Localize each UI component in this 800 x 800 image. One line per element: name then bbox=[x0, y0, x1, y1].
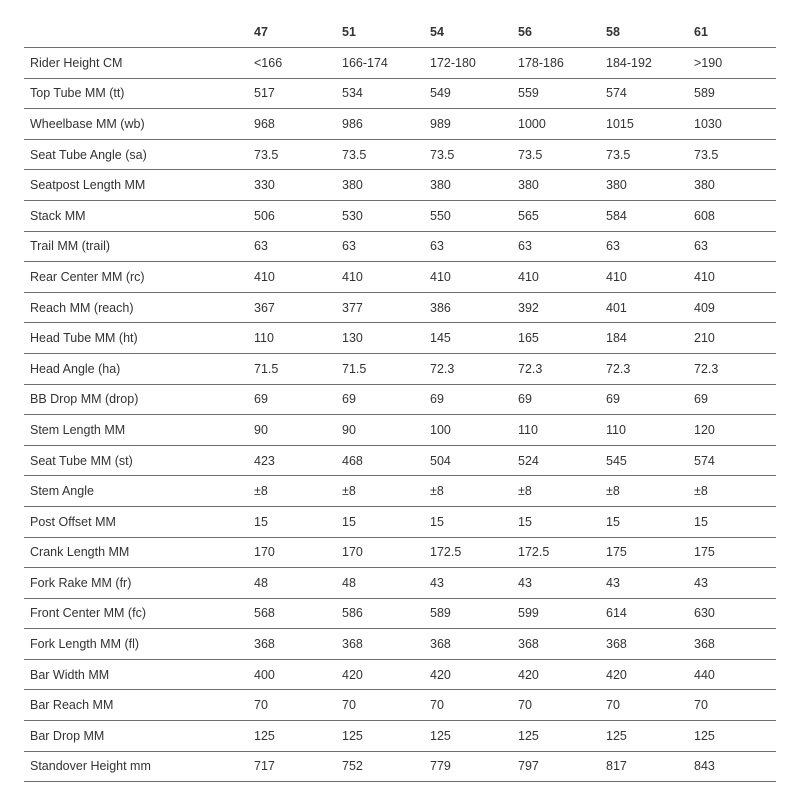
value-cell: 90 bbox=[336, 415, 424, 446]
value-cell: 43 bbox=[424, 568, 512, 599]
value-cell: 48 bbox=[336, 568, 424, 599]
row-label: Fork Rake MM (fr) bbox=[24, 568, 248, 599]
value-cell: 550 bbox=[424, 200, 512, 231]
value-cell: 69 bbox=[512, 384, 600, 415]
row-label: Trail MM (trail) bbox=[24, 231, 248, 262]
row-label: Wheelbase MM (wb) bbox=[24, 109, 248, 140]
value-cell: 534 bbox=[336, 78, 424, 109]
value-cell: 63 bbox=[600, 231, 688, 262]
value-cell: 401 bbox=[600, 292, 688, 323]
value-cell: 48 bbox=[248, 568, 336, 599]
value-cell: 15 bbox=[688, 506, 776, 537]
value-cell: 368 bbox=[336, 629, 424, 660]
value-cell: 410 bbox=[688, 262, 776, 293]
table-body bbox=[24, 48, 776, 782]
value-cell: 72.3 bbox=[600, 353, 688, 384]
value-cell: 130 bbox=[336, 323, 424, 354]
table-row bbox=[24, 721, 776, 752]
value-cell: 70 bbox=[600, 690, 688, 721]
value-cell: 184 bbox=[600, 323, 688, 354]
value-cell: 70 bbox=[424, 690, 512, 721]
value-cell: 386 bbox=[424, 292, 512, 323]
value-cell: 170 bbox=[248, 537, 336, 568]
value-cell: 69 bbox=[424, 384, 512, 415]
table-row bbox=[24, 659, 776, 690]
value-cell: 589 bbox=[424, 598, 512, 629]
value-cell: 968 bbox=[248, 109, 336, 140]
value-cell: 125 bbox=[600, 721, 688, 752]
value-cell: 797 bbox=[512, 751, 600, 782]
value-cell: 779 bbox=[424, 751, 512, 782]
value-cell: ±8 bbox=[336, 476, 424, 507]
value-cell: 614 bbox=[600, 598, 688, 629]
value-cell: 15 bbox=[512, 506, 600, 537]
value-cell: 72.3 bbox=[424, 353, 512, 384]
table-row bbox=[24, 262, 776, 293]
value-cell: 125 bbox=[248, 721, 336, 752]
value-cell: 420 bbox=[424, 659, 512, 690]
value-cell: 178-186 bbox=[512, 48, 600, 79]
value-cell: 145 bbox=[424, 323, 512, 354]
value-cell: 1030 bbox=[688, 109, 776, 140]
value-cell: ±8 bbox=[600, 476, 688, 507]
value-cell: 468 bbox=[336, 445, 424, 476]
row-label: Bar Reach MM bbox=[24, 690, 248, 721]
table-row bbox=[24, 109, 776, 140]
value-cell: 410 bbox=[248, 262, 336, 293]
value-cell: 504 bbox=[424, 445, 512, 476]
value-cell: 70 bbox=[336, 690, 424, 721]
row-label: Seat Tube Angle (sa) bbox=[24, 139, 248, 170]
value-cell: 63 bbox=[336, 231, 424, 262]
table-row bbox=[24, 537, 776, 568]
row-label: Seatpost Length MM bbox=[24, 170, 248, 201]
value-cell: 549 bbox=[424, 78, 512, 109]
table-row bbox=[24, 78, 776, 109]
value-cell: 73.5 bbox=[600, 139, 688, 170]
row-label: Rider Height CM bbox=[24, 48, 248, 79]
value-cell: 110 bbox=[600, 415, 688, 446]
row-label: Standover Height mm bbox=[24, 751, 248, 782]
value-cell: 63 bbox=[248, 231, 336, 262]
row-label: Post Offset MM bbox=[24, 506, 248, 537]
value-cell: 110 bbox=[512, 415, 600, 446]
value-cell: 524 bbox=[512, 445, 600, 476]
value-cell: 574 bbox=[600, 78, 688, 109]
row-label: Stem Angle bbox=[24, 476, 248, 507]
value-cell: 589 bbox=[688, 78, 776, 109]
value-cell: 69 bbox=[248, 384, 336, 415]
value-cell: 69 bbox=[688, 384, 776, 415]
table-row bbox=[24, 751, 776, 782]
row-label: Crank Length MM bbox=[24, 537, 248, 568]
value-cell: 423 bbox=[248, 445, 336, 476]
value-cell: 409 bbox=[688, 292, 776, 323]
table-row bbox=[24, 598, 776, 629]
value-cell: 368 bbox=[688, 629, 776, 660]
value-cell: 71.5 bbox=[336, 353, 424, 384]
header-size-47: 47 bbox=[248, 16, 336, 48]
value-cell: 120 bbox=[688, 415, 776, 446]
table-row bbox=[24, 476, 776, 507]
value-cell: 63 bbox=[688, 231, 776, 262]
value-cell: 843 bbox=[688, 751, 776, 782]
value-cell: 15 bbox=[424, 506, 512, 537]
table-row bbox=[24, 415, 776, 446]
value-cell: 586 bbox=[336, 598, 424, 629]
row-label: Reach MM (reach) bbox=[24, 292, 248, 323]
value-cell: 73.5 bbox=[336, 139, 424, 170]
value-cell: 110 bbox=[248, 323, 336, 354]
value-cell: 817 bbox=[600, 751, 688, 782]
value-cell: 989 bbox=[424, 109, 512, 140]
value-cell: 72.3 bbox=[688, 353, 776, 384]
value-cell: 410 bbox=[512, 262, 600, 293]
header-size-58: 58 bbox=[600, 16, 688, 48]
value-cell: 63 bbox=[424, 231, 512, 262]
value-cell: 43 bbox=[600, 568, 688, 599]
value-cell: 71.5 bbox=[248, 353, 336, 384]
table-row bbox=[24, 170, 776, 201]
value-cell: 70 bbox=[248, 690, 336, 721]
value-cell: >190 bbox=[688, 48, 776, 79]
table-row bbox=[24, 384, 776, 415]
value-cell: ±8 bbox=[248, 476, 336, 507]
table-row bbox=[24, 139, 776, 170]
value-cell: <166 bbox=[248, 48, 336, 79]
value-cell: 125 bbox=[512, 721, 600, 752]
row-label: Head Tube MM (ht) bbox=[24, 323, 248, 354]
value-cell: 170 bbox=[336, 537, 424, 568]
value-cell: 568 bbox=[248, 598, 336, 629]
header-label-cell bbox=[24, 16, 248, 48]
table-row bbox=[24, 506, 776, 537]
value-cell: 559 bbox=[512, 78, 600, 109]
value-cell: 986 bbox=[336, 109, 424, 140]
table-row bbox=[24, 323, 776, 354]
value-cell: 175 bbox=[600, 537, 688, 568]
value-cell: 410 bbox=[424, 262, 512, 293]
value-cell: 420 bbox=[600, 659, 688, 690]
value-cell: 63 bbox=[512, 231, 600, 262]
table-row bbox=[24, 690, 776, 721]
value-cell: 15 bbox=[336, 506, 424, 537]
value-cell: 15 bbox=[600, 506, 688, 537]
value-cell: 73.5 bbox=[248, 139, 336, 170]
table-row bbox=[24, 353, 776, 384]
header-size-54: 54 bbox=[424, 16, 512, 48]
value-cell: 73.5 bbox=[424, 139, 512, 170]
geometry-table bbox=[24, 16, 776, 782]
header-size-51: 51 bbox=[336, 16, 424, 48]
value-cell: 165 bbox=[512, 323, 600, 354]
value-cell: 43 bbox=[512, 568, 600, 599]
value-cell: 184-192 bbox=[600, 48, 688, 79]
row-label: Stem Length MM bbox=[24, 415, 248, 446]
table-row bbox=[24, 568, 776, 599]
value-cell: 440 bbox=[688, 659, 776, 690]
value-cell: 608 bbox=[688, 200, 776, 231]
row-label: Top Tube MM (tt) bbox=[24, 78, 248, 109]
row-label: Rear Center MM (rc) bbox=[24, 262, 248, 293]
value-cell: 630 bbox=[688, 598, 776, 629]
value-cell: 367 bbox=[248, 292, 336, 323]
value-cell: 380 bbox=[600, 170, 688, 201]
table-row bbox=[24, 445, 776, 476]
value-cell: 175 bbox=[688, 537, 776, 568]
value-cell: 368 bbox=[248, 629, 336, 660]
value-cell: 380 bbox=[512, 170, 600, 201]
value-cell: 368 bbox=[512, 629, 600, 660]
value-cell: ±8 bbox=[424, 476, 512, 507]
value-cell: 380 bbox=[688, 170, 776, 201]
row-label: Bar Width MM bbox=[24, 659, 248, 690]
value-cell: 1000 bbox=[512, 109, 600, 140]
value-cell: 410 bbox=[600, 262, 688, 293]
header-size-61: 61 bbox=[688, 16, 776, 48]
value-cell: 530 bbox=[336, 200, 424, 231]
value-cell: 392 bbox=[512, 292, 600, 323]
value-cell: 545 bbox=[600, 445, 688, 476]
row-label: Seat Tube MM (st) bbox=[24, 445, 248, 476]
value-cell: 517 bbox=[248, 78, 336, 109]
value-cell: 368 bbox=[600, 629, 688, 660]
value-cell: 70 bbox=[512, 690, 600, 721]
value-cell: 410 bbox=[336, 262, 424, 293]
value-cell: 90 bbox=[248, 415, 336, 446]
value-cell: 574 bbox=[688, 445, 776, 476]
value-cell: ±8 bbox=[512, 476, 600, 507]
value-cell: 69 bbox=[336, 384, 424, 415]
value-cell: 420 bbox=[512, 659, 600, 690]
value-cell: ±8 bbox=[688, 476, 776, 507]
value-cell: 420 bbox=[336, 659, 424, 690]
value-cell: 125 bbox=[688, 721, 776, 752]
value-cell: 125 bbox=[336, 721, 424, 752]
value-cell: 752 bbox=[336, 751, 424, 782]
header-size-56: 56 bbox=[512, 16, 600, 48]
row-label: BB Drop MM (drop) bbox=[24, 384, 248, 415]
row-label: Fork Length MM (fl) bbox=[24, 629, 248, 660]
value-cell: 73.5 bbox=[512, 139, 600, 170]
value-cell: 166-174 bbox=[336, 48, 424, 79]
value-cell: 210 bbox=[688, 323, 776, 354]
value-cell: 400 bbox=[248, 659, 336, 690]
row-label: Front Center MM (fc) bbox=[24, 598, 248, 629]
row-label: Stack MM bbox=[24, 200, 248, 231]
value-cell: 72.3 bbox=[512, 353, 600, 384]
value-cell: 584 bbox=[600, 200, 688, 231]
value-cell: 506 bbox=[248, 200, 336, 231]
table-row bbox=[24, 200, 776, 231]
value-cell: 565 bbox=[512, 200, 600, 231]
row-label: Head Angle (ha) bbox=[24, 353, 248, 384]
value-cell: 125 bbox=[424, 721, 512, 752]
value-cell: 330 bbox=[248, 170, 336, 201]
table-header bbox=[24, 16, 776, 48]
table-row bbox=[24, 292, 776, 323]
value-cell: 1015 bbox=[600, 109, 688, 140]
value-cell: 599 bbox=[512, 598, 600, 629]
value-cell: 368 bbox=[424, 629, 512, 660]
value-cell: 100 bbox=[424, 415, 512, 446]
value-cell: 70 bbox=[688, 690, 776, 721]
value-cell: 15 bbox=[248, 506, 336, 537]
value-cell: 380 bbox=[424, 170, 512, 201]
header-row bbox=[24, 16, 776, 48]
value-cell: 380 bbox=[336, 170, 424, 201]
value-cell: 377 bbox=[336, 292, 424, 323]
value-cell: 172.5 bbox=[512, 537, 600, 568]
table-row bbox=[24, 231, 776, 262]
value-cell: 43 bbox=[688, 568, 776, 599]
table-row bbox=[24, 48, 776, 79]
value-cell: 172.5 bbox=[424, 537, 512, 568]
value-cell: 717 bbox=[248, 751, 336, 782]
table-row bbox=[24, 629, 776, 660]
value-cell: 69 bbox=[600, 384, 688, 415]
value-cell: 172-180 bbox=[424, 48, 512, 79]
row-label: Bar Drop MM bbox=[24, 721, 248, 752]
value-cell: 73.5 bbox=[688, 139, 776, 170]
